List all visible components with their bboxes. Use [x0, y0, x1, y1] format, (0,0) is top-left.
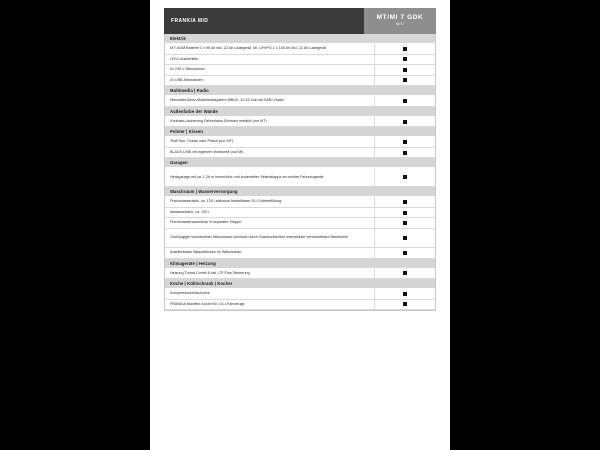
document-page	[150, 0, 450, 450]
item-description: Kontrast-Lackierung Fahrerhaus Schwarz metallic (nur MT)	[170, 118, 267, 123]
item-availability-cell	[374, 117, 435, 127]
filled-square-icon	[403, 211, 407, 215]
table-row	[165, 197, 435, 208]
filled-square-icon	[403, 120, 407, 124]
table-row	[165, 208, 435, 219]
filled-square-icon	[403, 68, 407, 72]
filled-square-icon	[403, 271, 407, 275]
table-row	[165, 96, 435, 107]
item-description: MT: AGM Batterie 1 x 95 Ah inkl. 22 Ah Ladegerät, MI: LiFePO 1 x 105 Ah inkl. 22 Ah Ladegerät	[170, 46, 326, 50]
model-title: MT/MI 7 GDK	[376, 13, 424, 21]
item-description: Frischwassertank, ca. 120 l inklusive Ansteilbarer 20 l-Fahrbefüllung	[170, 199, 282, 204]
brand-label: FRANKIA MID	[171, 18, 209, 24]
filled-square-icon	[403, 251, 407, 255]
item-description: Stoff Sun, Ocean oder Peach (nur MT)	[170, 139, 234, 144]
item-availability-cell	[374, 289, 435, 299]
item-availability-cell	[374, 269, 435, 279]
section-header-row	[165, 259, 435, 269]
section-header-row	[165, 158, 435, 168]
filled-square-icon	[403, 200, 407, 204]
table-row	[165, 300, 435, 311]
item-availability-cell	[374, 55, 435, 65]
model-subtitle: M/O	[395, 22, 405, 27]
filled-square-icon	[403, 140, 407, 144]
item-description: Ausfahrbares Waschbecken im Waschraum	[170, 250, 242, 255]
item-availability-cell	[374, 208, 435, 218]
filled-square-icon	[403, 175, 407, 179]
item-availability-cell	[374, 65, 435, 75]
section-title: Waschraum | Wasserversorgung	[170, 189, 238, 195]
item-availability-cell	[374, 148, 435, 158]
item-availability-cell	[374, 96, 435, 106]
item-description: Abwassertank, ca. 100 l	[170, 209, 210, 214]
filled-square-icon	[403, 47, 407, 51]
spec-sheet	[164, 8, 436, 311]
section-title: Klimageräte | Heizung	[170, 260, 216, 266]
section-header-row	[165, 187, 435, 197]
table-row	[165, 229, 435, 248]
item-availability-cell	[374, 197, 435, 207]
item-description: Heizung Truma Combi 6 inkl. CP Plus Steuerung	[170, 270, 250, 275]
equipment-table	[164, 34, 436, 311]
filled-square-icon	[403, 221, 407, 225]
item-description: Kompressorkühlschrank	[170, 291, 210, 296]
table-row	[165, 248, 435, 259]
section-header-row	[165, 86, 435, 96]
table-row	[165, 148, 435, 159]
item-availability-cell	[374, 218, 435, 228]
item-description: Großzügiger kombinierter Waschraum inklusive durch Gasdruckfedern unterstützte verschiebbare Bankbohle	[170, 235, 348, 240]
item-description: Heckgarage mit ca. 1,26 m Innenhöhe und bodentiefer Seitenklappe an rechter Fahrzeugseite	[170, 174, 324, 179]
sheet-header	[164, 8, 436, 34]
section-header-row	[165, 127, 435, 137]
filled-square-icon	[403, 151, 407, 155]
filled-square-icon	[403, 302, 407, 306]
filled-square-icon	[403, 99, 407, 103]
item-availability-cell	[374, 248, 435, 258]
item-availability-cell	[374, 137, 435, 147]
section-header-row	[165, 279, 435, 289]
section-title: Garagen	[170, 160, 188, 166]
section-title: Außenfarbe der Wände	[170, 108, 218, 114]
table-row	[165, 168, 435, 187]
item-description: 2x USB-Steckdosen	[170, 77, 203, 82]
table-row	[165, 117, 435, 128]
item-availability-cell	[374, 168, 435, 186]
item-availability-cell	[374, 300, 435, 310]
item-description: LED-Leuchtmittel	[170, 56, 199, 61]
section-title: Multimedia | Radio	[170, 88, 209, 94]
section-title: Küche | Kühlschrank | Kocher	[170, 281, 233, 287]
filled-square-icon	[403, 236, 407, 240]
table-row	[165, 44, 435, 55]
table-row	[165, 269, 435, 280]
filled-square-icon	[403, 292, 407, 296]
filled-square-icon	[403, 57, 407, 61]
table-row	[165, 55, 435, 66]
item-description: Mercedes-Benz-Multimediasystem MBUX, 10,25 Zoll mit DAB+-Radio	[170, 98, 285, 103]
item-description: FRANKIA Maxiflex-Küche für 3,5-t-Fahrzeuge	[170, 301, 245, 306]
item-availability-cell	[374, 229, 435, 247]
table-row	[165, 65, 435, 76]
item-availability-cell	[374, 76, 435, 86]
brand-bar	[164, 8, 364, 34]
filled-square-icon	[403, 78, 407, 82]
item-description: BLACK LINE mit eigenem Wohnwelt (nur MI)	[170, 149, 244, 154]
section-header-row	[165, 34, 435, 44]
item-description: Frischwasseranschluss in separater Klappe	[170, 220, 242, 225]
item-availability-cell	[374, 44, 435, 54]
table-row	[165, 76, 435, 87]
item-description: 2x 230 V-Steckdosen	[170, 67, 205, 72]
section-title: Polster | Kissen	[170, 129, 204, 135]
section-title: Elektrik	[170, 36, 186, 41]
model-badge	[364, 8, 436, 34]
table-row	[165, 137, 435, 148]
table-row	[165, 289, 435, 300]
section-header-row	[165, 107, 435, 117]
table-row	[165, 218, 435, 229]
